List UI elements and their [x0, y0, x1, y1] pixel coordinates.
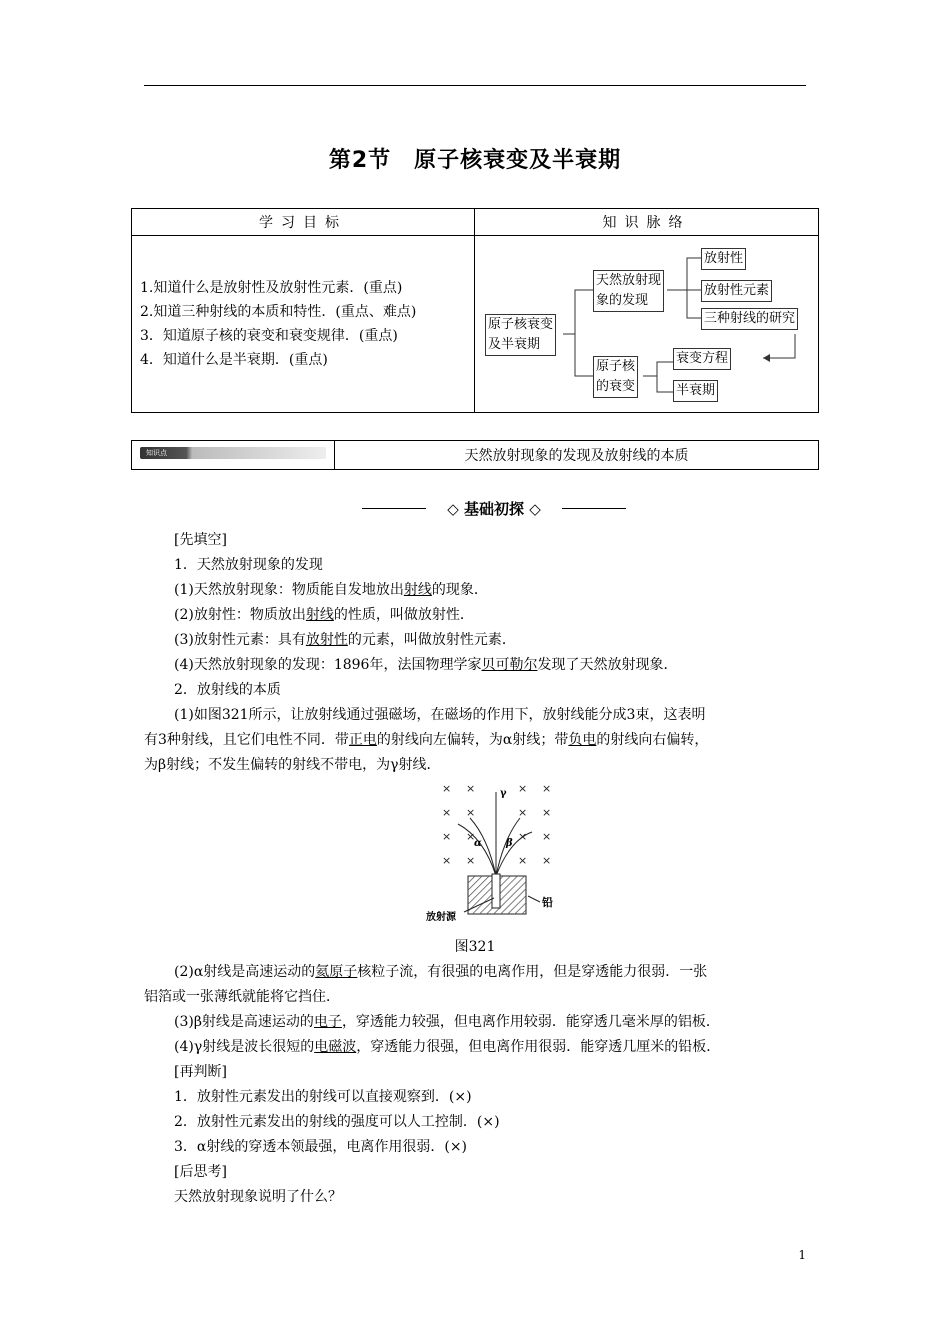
field-cross: × [542, 782, 552, 795]
alpha-label: α [474, 838, 482, 849]
map-root: 原子核衰变 及半衰期 [485, 314, 556, 356]
lead-label: 铅 [542, 896, 553, 909]
figure-caption: 图321 [454, 939, 496, 955]
section-heading: ◇ 基础初探 ◇ [362, 498, 626, 520]
field-cross: × [518, 806, 528, 819]
beta-label: β [506, 838, 513, 849]
map-leaf-element: 放射性元素 [701, 280, 772, 302]
map-leaf-halflife: 半衰期 [673, 380, 718, 402]
goal-item: 2.知道三种射线的本质和特性．(重点、难点) [140, 304, 417, 320]
field-cross: × [542, 830, 552, 843]
map-header: 知识脉络 [475, 209, 819, 236]
field-cross: × [466, 854, 476, 867]
field-cross: × [442, 806, 452, 819]
field-cross: × [518, 854, 528, 867]
map-leaf-rays: 三种射线的研究 [701, 308, 798, 330]
field-cross: × [442, 782, 452, 795]
top-rule [144, 85, 806, 86]
map-branch-discovery: 天然放射现 象的发现 [593, 270, 664, 312]
source-label: 放射源 [426, 912, 456, 923]
goal-item: 1.知道什么是放射性及放射性元素．(重点) [140, 280, 403, 296]
page-number: 1 [798, 1248, 806, 1262]
field-cross: × [518, 830, 528, 843]
knowledge-map [475, 236, 819, 413]
goal-item: 4．知道什么是半衰期．(重点) [140, 352, 328, 368]
gamma-label: γ [500, 788, 507, 799]
goals-list [132, 236, 475, 413]
content-part2: (2)α射线是高速运动的氦原子核粒子流，有很强的电离作用，但是穿透能力很弱．一张 铝箔或一张薄纸就能将它挡住． (3)β射线是高速运动的电子，穿透能力较强，但电离作用较弱．能穿透几毫米厚的铝板． (4)γ射线是波长很短的电磁波，穿透能力很强，但电离作用很弱．能穿透几厘米的铅板． [再判断] 1．放射性元素发出的射线可以直接观察到．(×) 2．放射性元素发出的射线的强度可以人工控制．(×) 3．α射线的穿透本领最强，电离作用很弱．(×) [后思考] 天然放射现象说明了什么？ [144, 964, 721, 1205]
map-leaf-radioactivity: 放射性 [701, 248, 746, 270]
field-cross: × [542, 854, 552, 867]
magnetic-field-figure [424, 778, 564, 928]
knowledge-point-badge: 知识点 [132, 441, 335, 470]
field-cross: × [466, 806, 476, 819]
page-title: 第2节 原子核衰变及半衰期 [328, 148, 622, 173]
goals-table [131, 208, 819, 413]
field-cross: × [442, 830, 452, 843]
map-branch-decay: 原子核 的衰变 [593, 356, 638, 398]
map-leaf-equation: 衰变方程 [673, 348, 731, 370]
knowledge-point-title: 天然放射现象的发现及放射线的本质 [335, 441, 819, 470]
field-cross: × [542, 806, 552, 819]
ray-deflection-diagram [424, 778, 564, 928]
field-cross: × [466, 830, 476, 843]
goal-item: 3．知道原子核的衰变和衰变规律．(重点) [140, 328, 398, 344]
content-part1: [先填空] 1．天然放射现象的发现 (1)天然放射现象：物质能自发地放出射线的现象． (2)放射性：物质放出射线的性质，叫做放射性． (3)放射性元素：具有放射性的元素，叫做放射性元素． (4)天然放射现象的发现：1896年，法国物理学家贝可勒尔发现了天然放射现象． 2．放射线的本质 (1)如图321所示，让放射线通过强磁场，在磁场的作用下，放射线能分成3束，这表明 有3种射线，且它们电性不同．带正电的射线向左偏转，为α射线；带负电的射线向右偏转， 为β射线；不发生偏转的射线不带电，为γ射线． [144, 532, 709, 773]
goals-header: 学习目标 [132, 209, 475, 236]
field-cross: × [466, 782, 476, 795]
field-cross: × [442, 854, 452, 867]
knowledge-point-bar [131, 440, 819, 470]
field-cross: × [518, 782, 528, 795]
